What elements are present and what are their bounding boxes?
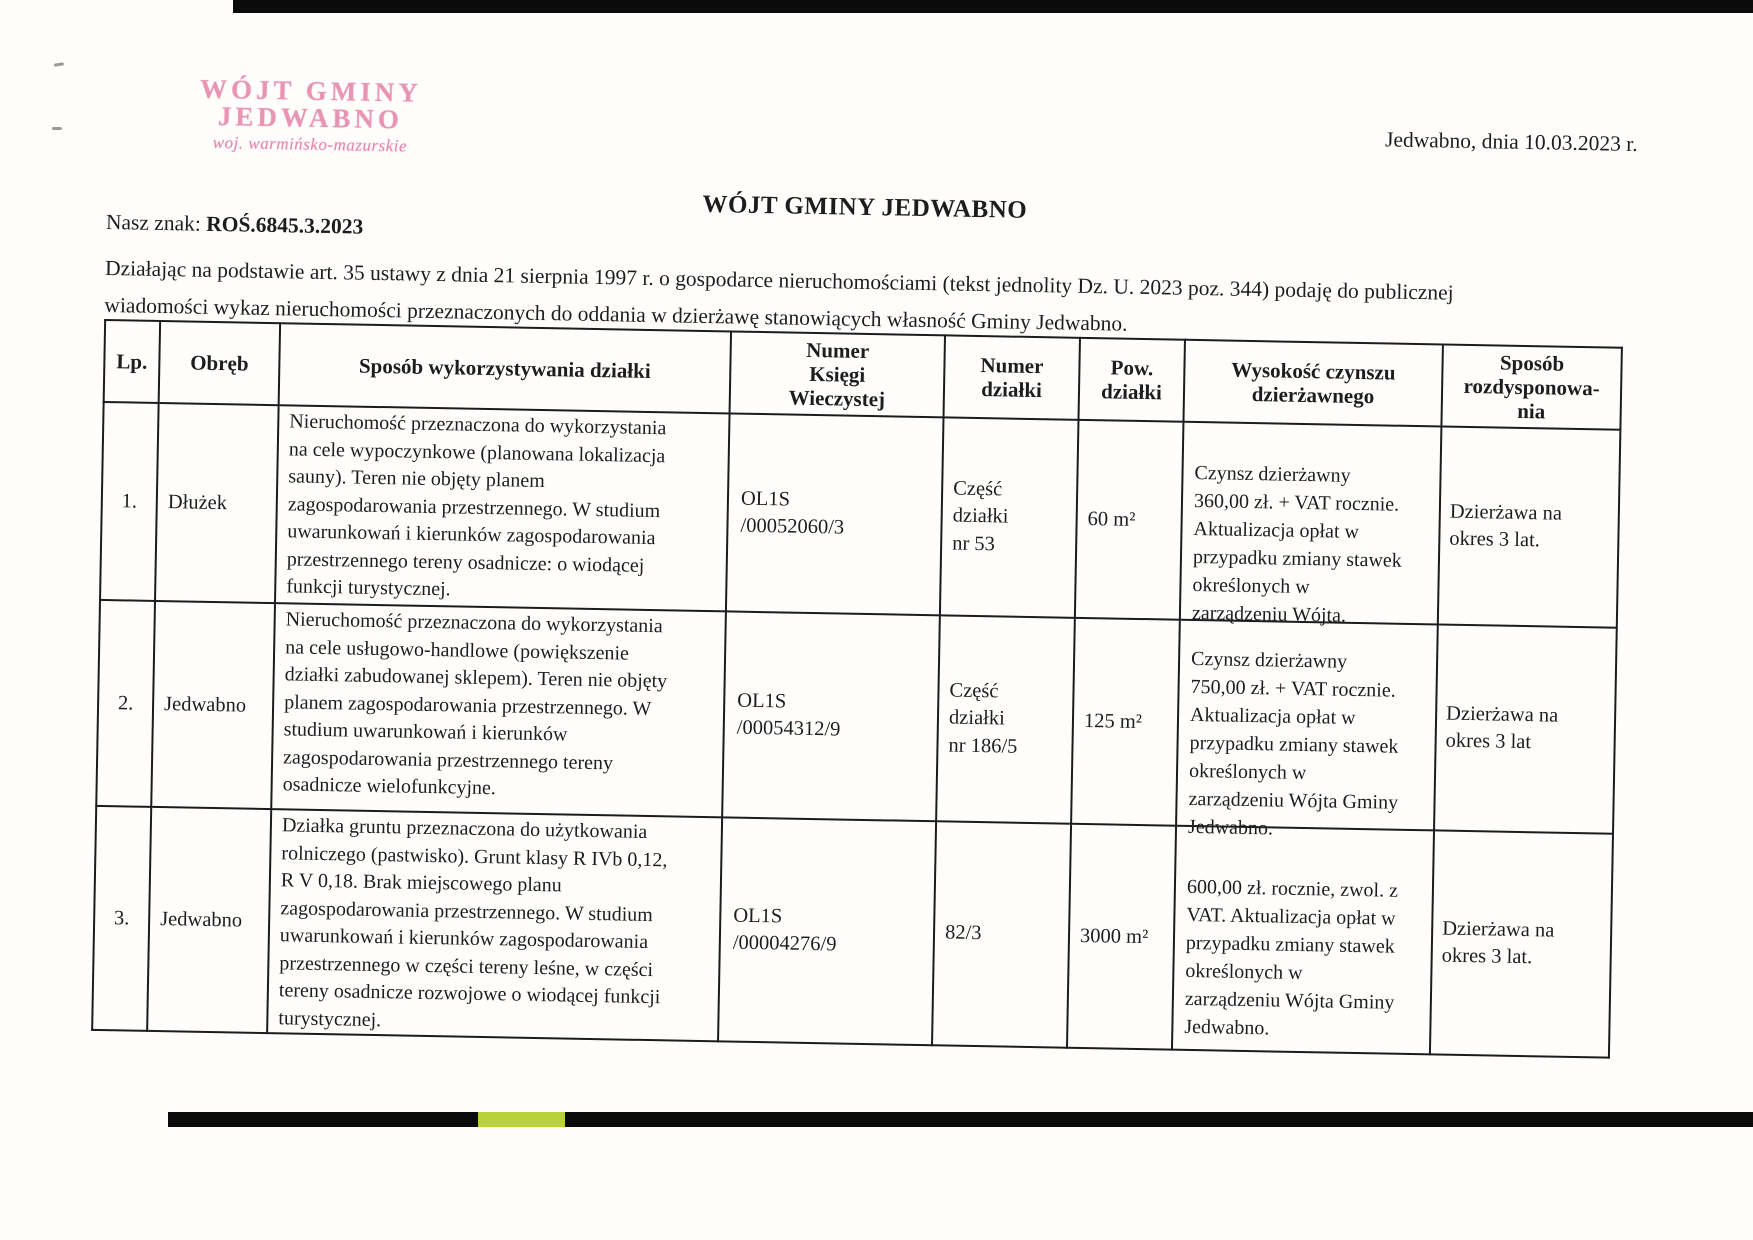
cell-usage: Nieruchomość przeznaczona do wykorzystania na cele usługowo-handlowe (powiększenie działki zabudowanej sklepem). Teren nie objęty planem zagospodarowania przestrzennego. W studium uwarunkowań i kierunków zagospodarowania przestrzennego tereny osadnicze wielofunkcyjne.	[271, 603, 726, 817]
rent-text: Czynsz dzierżawny 750,00 zł. + VAT rocznie. Aktualizacja opłat w przypadku zmiany stawek określonych w zarządzeniu Wójta Gminy Jedwabno.	[1187, 647, 1399, 840]
cell-area: 125 m²	[1071, 618, 1180, 826]
cell-rent	[1176, 620, 1438, 840]
cell-lp: 1.	[100, 402, 159, 601]
cell-disposal: Dzierżawa na okres 3 lat	[1434, 624, 1617, 833]
rent-text: 600,00 zł. rocznie, zwol. z VAT. Aktualizacja opłat w przypadku zmiany stawek określonych w zarządzeniu Wójta Gminy Jedwabno.	[1184, 875, 1399, 1040]
stamp-authority-line-2: JEDWABNO	[217, 101, 404, 135]
official-stamp	[197, 73, 423, 160]
cell-plot-number: 82/3	[932, 821, 1071, 1047]
stamp-voivodeship-line: woj. warmińsko-mazurskie	[212, 132, 408, 156]
column-header-disposal: Sposób rozdysponowa- nia	[1441, 344, 1621, 429]
cell-obreb: Jedwabno	[151, 601, 275, 809]
reference-number: ROŚ.6845.3.2023	[206, 211, 364, 239]
document-date: Jedwabno, dnia 10.03.2023 r.	[1384, 127, 1638, 157]
column-header-area: Pow. działki	[1078, 338, 1184, 422]
column-header-lp: Lp.	[104, 320, 160, 403]
rent-text: Czynsz dzierżawny 360,00 zł. + VAT rocznie. Aktualizacja opłat w przypadku zmiany stawek określonych w zarządzeniu Wójta.	[1191, 461, 1402, 627]
cell-plot-number: Część działki nr 53	[940, 417, 1079, 617]
intro-paragraph: Działając na podstawie art. 35 ustawy z dnia 21 sierpnia 1997 r. o gospodarce nieruchomościami (tekst jednolity Dz. U. 2023 poz. 344) podaję do publicznej wiadomości wykaz nieruchomości przeznaczonych do oddania w dzierżawę stanowiących własność Gminy Jedwabno.	[104, 255, 1454, 336]
cell-lp: 3.	[92, 806, 151, 1031]
cell-lp: 2.	[96, 600, 155, 807]
reference-number-line	[106, 210, 364, 240]
cell-usage: Nieruchomość przeznaczona do wykorzystania na cele wypoczynkowe (planowana lokalizacja sauny). Teren nie objęty planem zagospodarowania przestrzennego. W studium uwarunkowań i kierunków zagospodarowania przestrzennego tereny osadnicze: o wiodącej funkcji turystycznej.	[275, 405, 730, 611]
cell-rent	[1172, 826, 1434, 1055]
column-header-obreb: Obręb	[159, 321, 280, 405]
stamp-authority-line-1: WÓJT GMINY	[199, 73, 423, 108]
reference-label: Nasz znak:	[105, 209, 207, 236]
cell-obreb: Dłużek	[155, 403, 279, 603]
cell-land-register: OL1S /00004276/9	[718, 817, 936, 1045]
cell-disposal: Dzierżawa na okres 3 lat.	[1430, 830, 1613, 1057]
column-header-plot-number: Numer działki	[944, 335, 1080, 419]
table-row	[100, 402, 1620, 628]
document-title: WÓJT GMINY JEDWABNO	[702, 190, 1028, 224]
cell-obreb: Jedwabno	[147, 807, 271, 1033]
table-row	[92, 806, 1613, 1058]
cell-usage: Działka gruntu przeznaczona do użytkowania rolniczego (pastwisko). Grunt klasy R IVb 0,12, R V 0,18. Brak miejscowego planu zagospodarowania przestrzennego. W studium uwarunkowań i kierunków zagospodarowania przestrzennego w części tereny leśne, w części tereny osadnicze rozwojowe o wiodącej funkcji turystycznej.	[267, 809, 722, 1041]
cell-disposal: Dzierżawa na okres 3 lat.	[1438, 426, 1621, 627]
column-header-rent: Wysokość czynszu dzierżawnego	[1183, 340, 1442, 427]
cell-rent	[1180, 422, 1442, 625]
cell-area: 60 m²	[1075, 420, 1184, 620]
cell-land-register: OL1S /00052060/3	[726, 413, 944, 615]
cell-plot-number: Część działki nr 186/5	[936, 615, 1075, 823]
column-header-usage: Sposób wykorzystywania działki	[279, 323, 731, 413]
property-table	[91, 319, 1623, 1059]
cell-area: 3000 m²	[1067, 824, 1176, 1050]
column-header-land-register: Numer Księgi Wieczystej	[730, 331, 945, 417]
cell-land-register: OL1S /00054312/9	[722, 611, 940, 821]
table-row	[96, 600, 1617, 834]
